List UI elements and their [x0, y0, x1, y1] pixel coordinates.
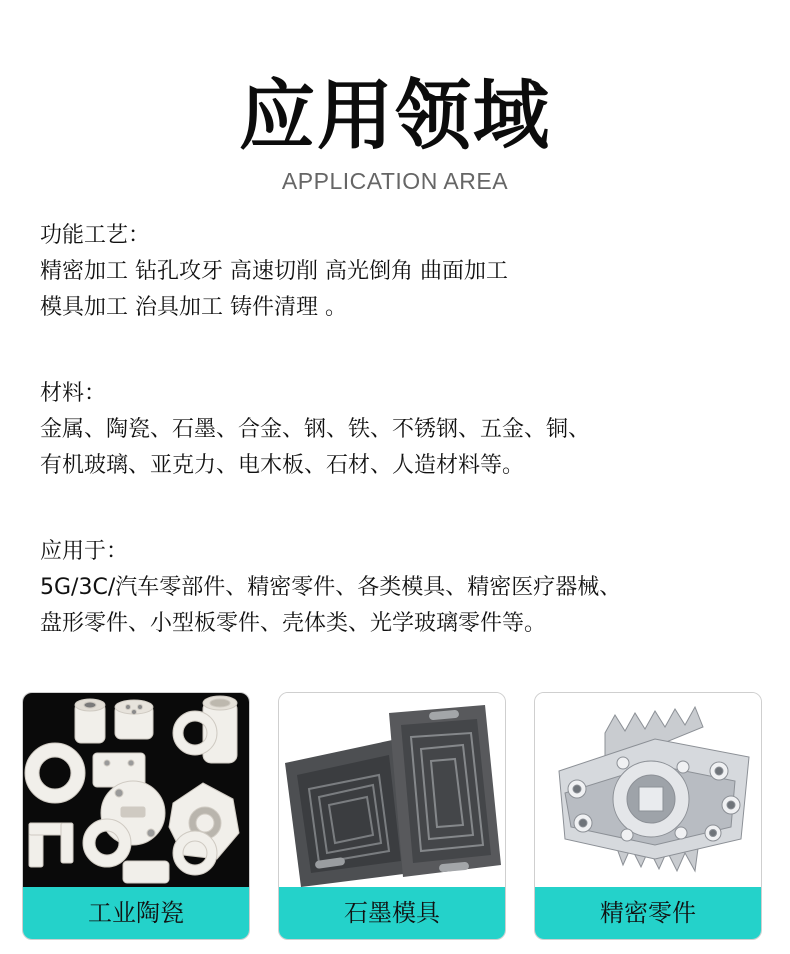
section-label: 应用于： [40, 539, 129, 564]
section-label: 功能工艺： [40, 223, 151, 248]
card-graphite [278, 692, 506, 940]
ceramic-parts-image [23, 693, 249, 887]
section-line: 盘形零件、小型板零件、壳体类、光学玻璃零件等。 [40, 611, 547, 636]
card-precision [534, 692, 762, 940]
graphite-molds-image [279, 693, 505, 887]
section-process [40, 218, 508, 326]
card-caption: 精密零件 [535, 887, 761, 939]
page-subtitle: APPLICATION AREA [281, 168, 509, 194]
section-line: 精密加工 钻孔攻牙 高速切削 高光倒角 曲面加工 [40, 259, 508, 284]
card-caption: 石墨模具 [279, 887, 505, 939]
section-materials [40, 376, 590, 484]
card-caption: 工业陶瓷 [23, 887, 249, 939]
section-applications [40, 534, 621, 642]
application-cards [22, 692, 768, 940]
section-line: 金属、陶瓷、石墨、合金、钢、铁、不锈钢、五金、铜、 [40, 417, 591, 442]
precision-part-image [535, 693, 761, 887]
card-ceramics [22, 692, 250, 940]
section-label: 材料： [40, 381, 107, 406]
section-line: 有机玻璃、亚克力、电木板、石材、人造材料等。 [40, 453, 525, 478]
section-line: 5G/3C/汽车零部件、精密零件、各类模具、精密医疗器械、 [40, 575, 622, 600]
section-line: 模具加工 治具加工 铸件清理 。 [40, 295, 347, 320]
page-title: 应用领域 [239, 71, 551, 160]
